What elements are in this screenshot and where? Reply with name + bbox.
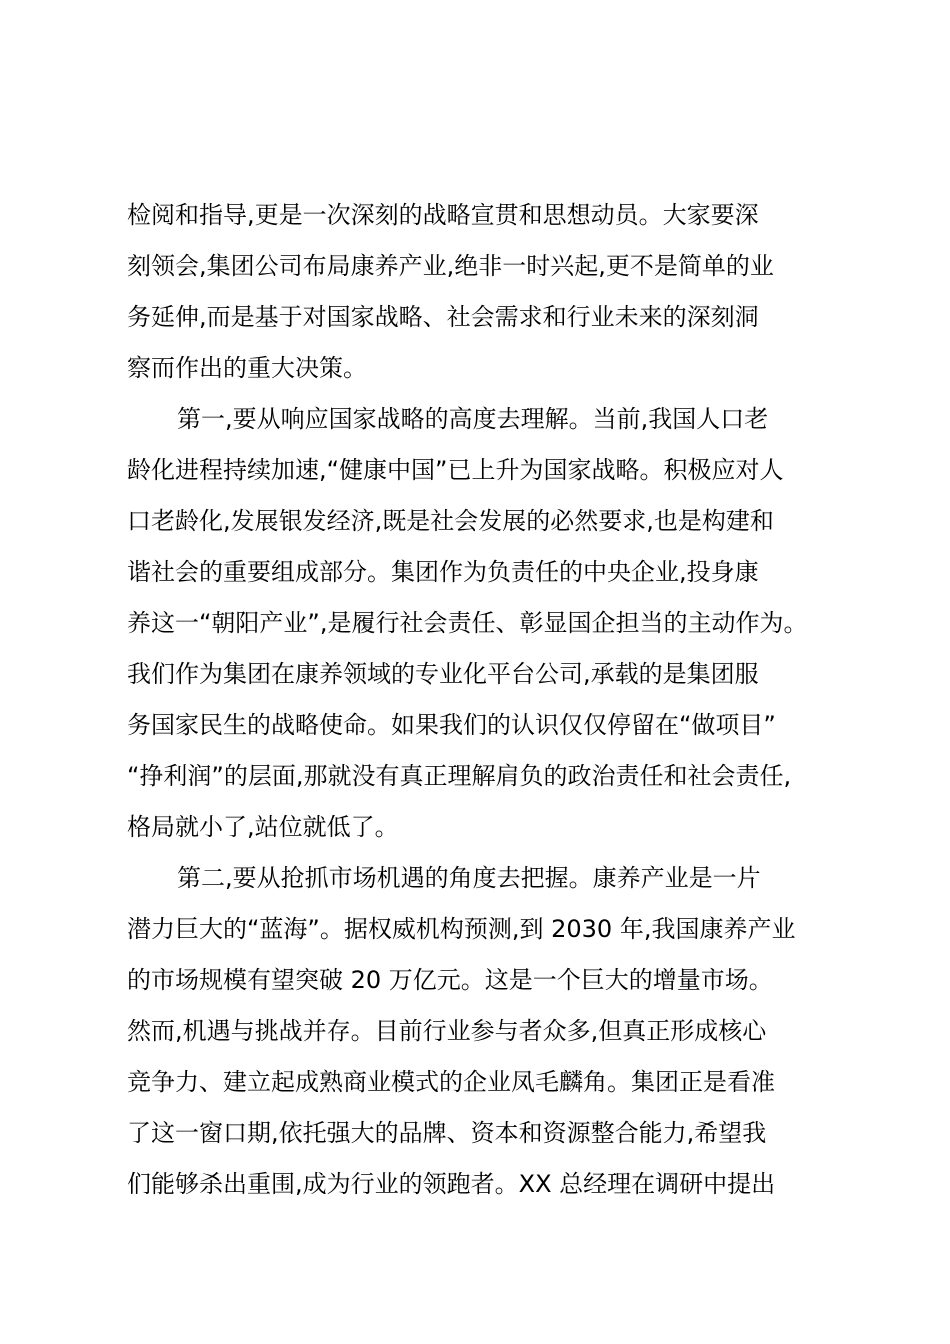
paragraph-intro xyxy=(127,190,837,394)
text-line: 第二,要从抢抓市场机遇的角度去把握。康养产业是一片 xyxy=(177,864,761,892)
text-line: 第一,要从响应国家战略的高度去理解。当前,我国人口老 xyxy=(177,405,769,433)
text-line: 了这一窗口期,依托强大的品牌、资本和资源整合能力,希望我 xyxy=(127,1119,767,1147)
text-line: 我们作为集团在康养领域的专业化平台公司,承载的是集团服 xyxy=(127,660,759,688)
text-line: 谐社会的重要组成部分。集团作为负责任的中央企业,投身康 xyxy=(127,558,759,586)
text-line: 养这一“朝阳产业”,是履行社会责任、彰显国企担当的主动作为。 xyxy=(127,609,808,637)
text-line: 的市场规模有望突破 20 万亿元。这是一个巨大的增量市场。 xyxy=(127,966,773,994)
text-line: “挣利润”的层面,那就没有真正理解肩负的政治责任和社会责任, xyxy=(127,762,792,790)
text-line: 竞争力、建立起成熟商业模式的企业凤毛麟角。集团正是看准 xyxy=(127,1068,775,1096)
text-line: 务延伸,而是基于对国家战略、社会需求和行业未来的深刻洞 xyxy=(127,303,759,331)
text-line: 们能够杀出重围,成为行业的领跑者。XX 总经理在调研中提出 xyxy=(127,1170,776,1198)
body-text xyxy=(127,190,837,1210)
text-line: 务国家民生的战略使命。如果我们的认识仅仅停留在“做项目” xyxy=(127,711,776,739)
text-line: 潜力巨大的“蓝海”。据权威机构预测,到 2030 年,我国康养产业 xyxy=(127,915,796,943)
text-line: 格局就小了,站位就低了。 xyxy=(127,813,399,841)
text-line: 检阅和指导,更是一次深刻的战略宣贯和思想动员。大家要深 xyxy=(127,201,759,229)
text-line: 龄化进程持续加速,“健康中国”已上升为国家战略。积极应对人 xyxy=(127,456,784,484)
paragraph-first-point xyxy=(127,394,837,853)
paragraph-second-point xyxy=(127,853,837,1210)
text-line: 口老龄化,发展银发经济,既是社会发展的必然要求,也是构建和 xyxy=(127,507,774,535)
text-line: 刻领会,集团公司布局康养产业,绝非一时兴起,更不是简单的业 xyxy=(127,252,774,280)
text-line: 然而,机遇与挑战并存。目前行业参与者众多,但真正形成核心 xyxy=(127,1017,767,1045)
text-line: 察而作出的重大决策。 xyxy=(127,354,367,382)
